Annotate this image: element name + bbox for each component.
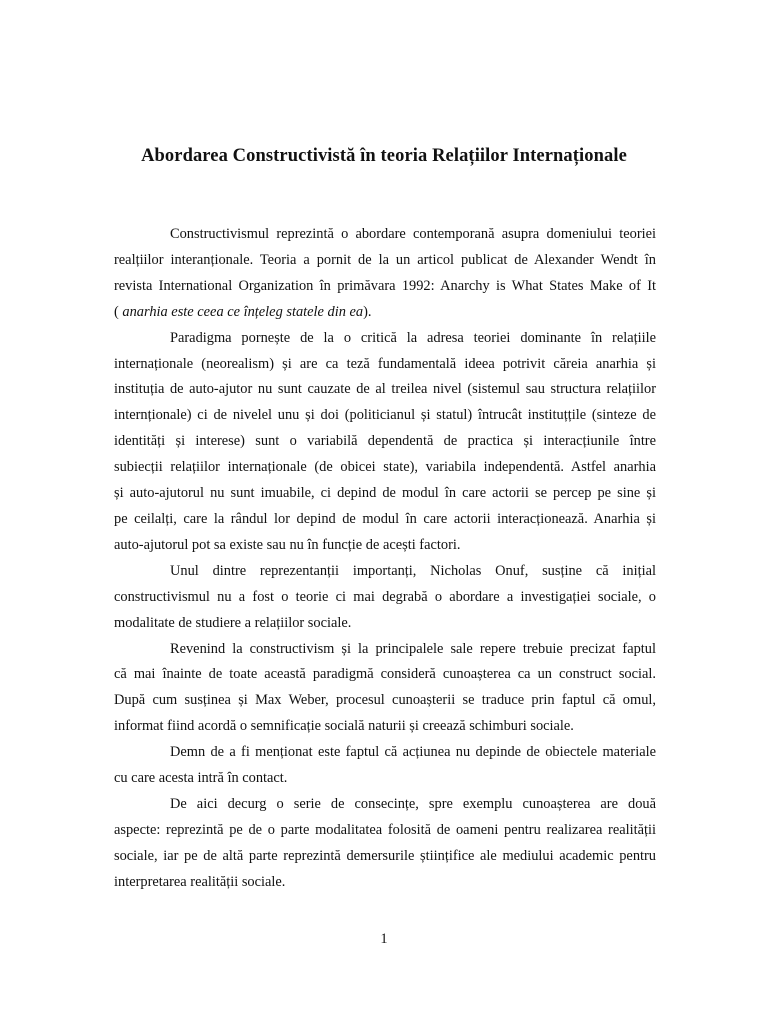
text-line: informat fiind acordă o semnificație socială naturii și creează schimburi sociale. — [114, 718, 574, 735]
text-line: că mai înainte de toate această paradigmă consideră cunoașterea ca un construct social. — [114, 666, 656, 683]
text-line: revista International Organization în primăvara 1992: Anarchy is What States Make of It — [114, 277, 656, 294]
text-line: și auto-ajutorul nu sunt imuabile, ci depind de modul în care actorii se percep pe sine și — [114, 485, 656, 502]
text-line: De aici decurg o serie de consecințe, spre exemplu cunoașterea are două — [170, 795, 656, 812]
paragraph-1 — [114, 222, 656, 326]
text-line: aspecte: reprezintă pe de o parte modalitatea folosită de oameni pentru realizarea realității — [114, 821, 656, 838]
document-body — [114, 222, 656, 896]
text-line: pe ceilalți, care la rândul lor depind de modul în care actorii interacționează. Anarhia și — [114, 510, 656, 527]
text-line: instituția de auto-ajutor nu sunt cauzate de al treilea nivel (sistemul sau structura relațiilor — [114, 381, 656, 398]
page-number: 1 — [380, 931, 388, 947]
text-line: internaționale (neorealism) și are ca teză fundamentală ideea potrivit căreia anarhia și — [114, 355, 656, 372]
italic-translation: anarhia este ceea ce înțeleg statele din ea — [118, 303, 364, 320]
paragraph-2 — [114, 326, 656, 559]
paragraph-6 — [114, 792, 656, 896]
text-line: auto-ajutorul pot sa existe sau nu în funcție de acești factori. — [114, 536, 461, 553]
text-line: Demn de a fi menționat este faptul că acțiunea nu depinde de obiectele materiale — [170, 744, 656, 761]
paragraph-3 — [114, 559, 656, 637]
text-line: realțiilor interanționale. Teoria a pornit de la un articol publicat de Alexander Wendt în — [114, 251, 656, 268]
text-line: subiecții relațiilor internaționale (de obicei state), variabila independentă. Astfel anarhia — [114, 459, 656, 476]
text-line: identități și interese) sunt o variabilă dependentă de practica și interacțiunile între — [114, 433, 656, 450]
text-line: Paradigma pornește de la o critică la adresa teoriei dominante în relațiile — [170, 329, 656, 346]
text-line: După cum susținea și Max Weber, procesul cunoașterii se traduce prin faptul că omul, — [114, 692, 656, 709]
text-line: interpretarea realității sociale. — [114, 873, 286, 890]
paren-close: ). — [363, 303, 372, 320]
text-line: constructivismul nu a fost o teorie ci mai degrabă o abordare a investigației sociale, o — [114, 588, 656, 605]
paragraph-4 — [114, 637, 656, 741]
text-line: Unul dintre reprezentanții importanți, Nicholas Onuf, susține că inițial — [170, 562, 656, 579]
text-line: sociale, iar pe de altă parte reprezintă demersurile științifice ale mediului academic pentru — [114, 847, 656, 864]
text-line: Constructivismul reprezintă o abordare contemporană asupra domeniului teoriei — [170, 226, 656, 242]
text-line: cu care acesta intră în contact. — [114, 770, 288, 787]
text-line: internționale) ci de nivelel unu și doi (politicianul și statul) întrucât instituțțile (sinteze de — [114, 407, 656, 424]
text-line: modalitate de studiere a relațiilor sociale. — [114, 614, 352, 631]
document-title: Abordarea Constructivistă în teoria Relațiilor Internaționale — [141, 146, 627, 166]
paragraph-5 — [114, 740, 656, 792]
text-line: Revenind la constructivism și la principalele sale repere trebuie precizat faptul — [170, 640, 656, 657]
paren-open: ( — [114, 303, 119, 320]
text-line — [114, 300, 656, 326]
